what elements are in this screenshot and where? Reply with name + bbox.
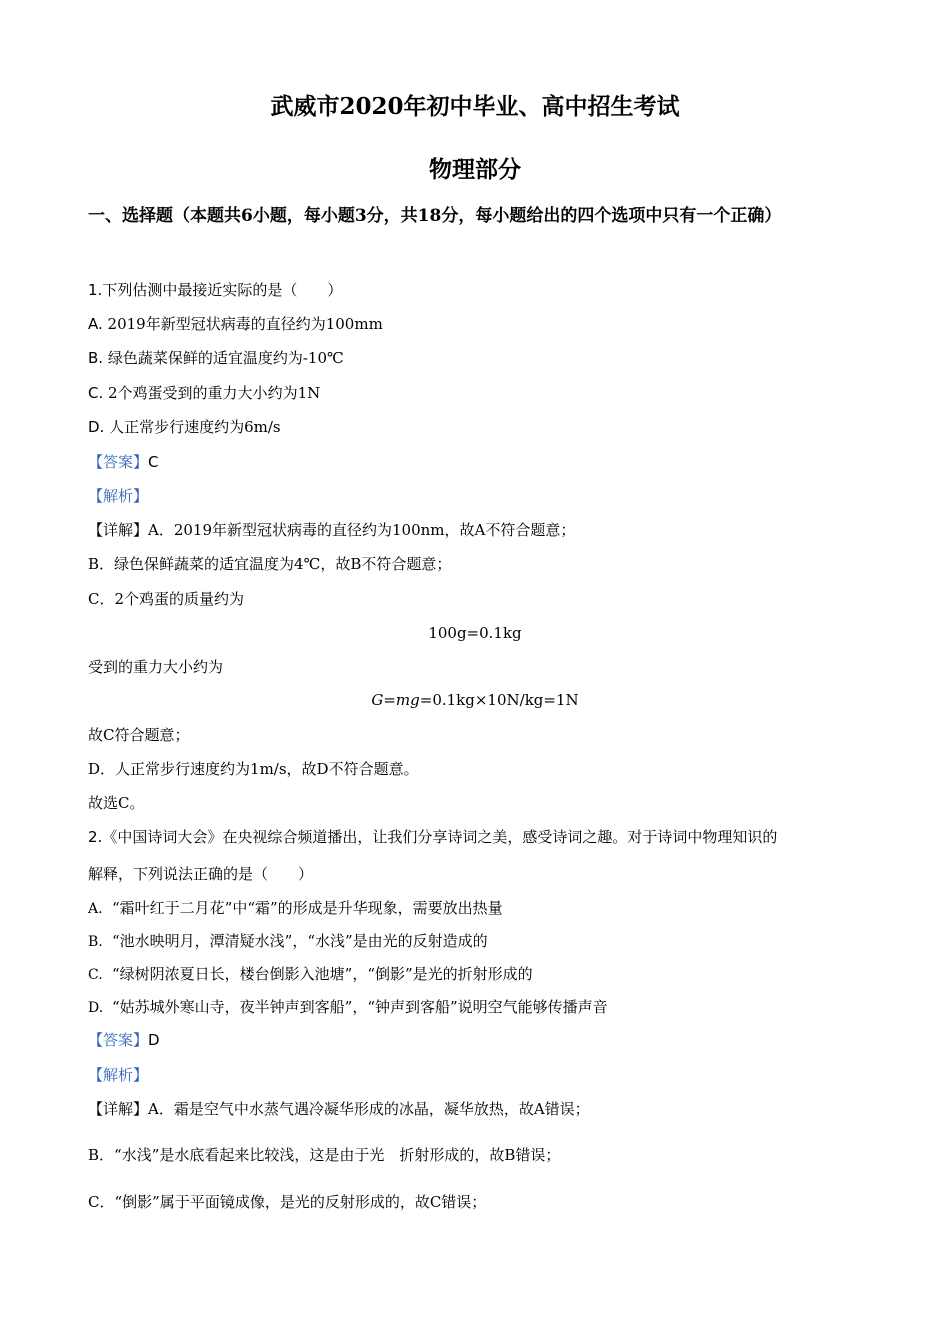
question-1-answer: [88, 452, 868, 472]
option-label: A.: [88, 901, 103, 917]
question-number: 2.: [88, 828, 103, 846]
analysis-tag: 【解析】: [88, 1066, 149, 1084]
option-text: 2个鸡蛋受到的重力大小约为1N: [103, 384, 321, 402]
detail-line: B．绿色保鲜蔬菜的适宜温度为4℃，故B不符合题意；: [88, 555, 452, 573]
option-text: 人正常步行速度约为6m/s: [104, 418, 281, 436]
option-text: “绿树阴浓夏日长，楼台倒影入池塘”，“倒影”是光的折射形成的: [112, 965, 533, 983]
answer-value: C: [148, 453, 159, 471]
formula-mass: 100g=0.1kg: [428, 624, 522, 642]
question-2-option-a: [88, 898, 868, 919]
detail-line: 故选C。: [88, 794, 145, 812]
option-label: C.: [88, 967, 103, 983]
question-text: 下列估测中最接近实际的是（ ）: [102, 281, 343, 299]
formula-operator: =: [383, 691, 396, 709]
analysis-tag: 【解析】: [88, 487, 149, 505]
option-text: “姑苏城外寒山寺，夜半钟声到客船”，“钟声到客船”说明空气能够传播声音: [112, 998, 608, 1016]
answer-tag: 【答案】: [88, 1031, 149, 1049]
question-1-stem: [88, 280, 868, 300]
document-title: 武威市2020年初中毕业、高中招生考试: [270, 93, 680, 120]
question-2-answer: [88, 1030, 868, 1050]
detail-line: 【详解】A．霜是空气中水蒸气遇冷凝华形成的冰晶，凝华放热，故A错误；: [88, 1100, 590, 1118]
question-1-option-a: [88, 314, 868, 334]
question-2-option-b: [88, 931, 868, 952]
question-2-option-c: [88, 964, 868, 985]
option-text: 2019年新型冠状病毒的直径约为100mm: [102, 315, 383, 333]
question-2-option-d: [88, 997, 868, 1018]
option-label: D.: [88, 1000, 104, 1016]
detail-line: 【详解】A．2019年新型冠状病毒的直径约为100nm，故A不符合题意；: [88, 521, 576, 539]
option-label: B.: [88, 934, 103, 950]
option-label: A.: [88, 315, 103, 333]
question-1-option-d: [88, 417, 868, 437]
question-2-stem-line2: 解释，下列说法正确的是（ ）: [88, 865, 314, 883]
question-2-stem: [88, 827, 868, 847]
question-1-option-b: [88, 348, 868, 368]
answer-value: D: [148, 1031, 160, 1049]
option-text: 绿色蔬菜保鲜的适宜温度约为-10℃: [103, 349, 344, 367]
section-heading: 一、选择题（本题共6小题，每小题3分，共18分，每小题给出的四个选项中只有一个正确）: [88, 206, 782, 226]
question-1-option-c: [88, 383, 868, 403]
detail-line: B．“水浅”是水底看起来比较浅，这是由于光 折射形成的，故B错误；: [88, 1146, 561, 1164]
option-text: “霜叶红于二月花”中“霜”的形成是升华现象，需要放出热量: [112, 899, 503, 917]
detail-line: C．2个鸡蛋的质量约为: [88, 590, 245, 608]
formula-gravity: [0, 690, 950, 710]
question-text: 《中国诗词大会》在央视综合频道播出，让我们分享诗词之美，感受诗词之趣。对于诗词中物理知识的: [102, 828, 778, 846]
question-number: 1.: [88, 281, 103, 299]
answer-tag: 【答案】: [88, 453, 149, 471]
detail-line: C．“倒影”属于平面镜成像，是光的反射形成的，故C错误；: [88, 1193, 487, 1211]
formula-symbol: mg: [395, 691, 420, 709]
option-label: C.: [88, 384, 104, 402]
detail-line: D．人正常步行速度约为1m/s，故D不符合题意。: [88, 760, 419, 778]
detail-line: 故C符合题意；: [88, 726, 190, 744]
option-label: B.: [88, 349, 104, 367]
detail-line: 受到的重力大小约为: [88, 658, 224, 676]
formula-value: =0.1kg×10N/kg=1N: [419, 691, 579, 709]
option-label: D.: [88, 418, 105, 436]
formula-symbol: G: [371, 691, 384, 709]
document-subtitle: 物理部分: [429, 156, 521, 183]
option-text: “池水映明月，潭清疑水浅”，“水浅”是由光的反射造成的: [112, 932, 488, 950]
